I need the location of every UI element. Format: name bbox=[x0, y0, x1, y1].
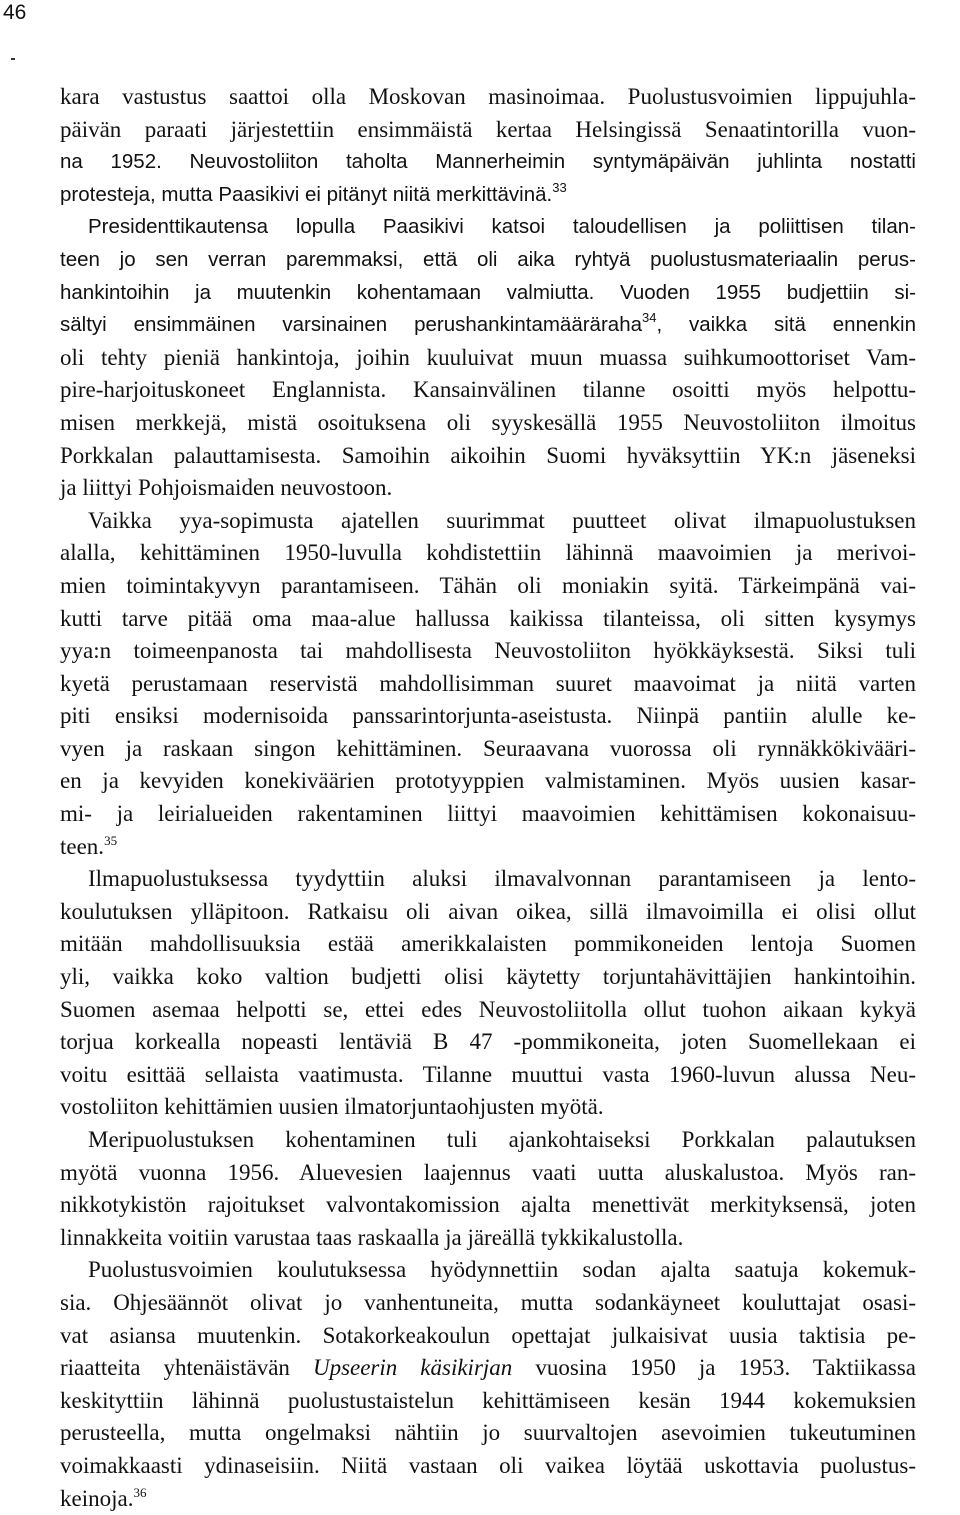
text-line bbox=[60, 1352, 916, 1385]
text-line: koulutuksen ylläpitoon. Ratkaisu oli aivan oikea, sillä ilmavoimilla ei olisi ollut bbox=[60, 898, 916, 924]
text-line: en ja kevyiden konekiväärien prototyyppien valmistaminen. Myös uusien kasar- bbox=[60, 768, 916, 794]
book-title: Upseerin käsikirjan bbox=[312, 1355, 513, 1381]
text-line: torjua korkealla nopeasti lentäviä B 47 -pommikoneita, joten Suomellekaan ei bbox=[60, 1029, 916, 1055]
body-text bbox=[60, 81, 916, 1515]
text-line: voitu esittää sellaista vaatimusta. Tilanne muuttui vasta 1960-luvun alussa Neu- bbox=[60, 1061, 916, 1087]
text-line: na 1952. Neuvostoliiton taholta Mannerheimin syntymäpäivän juhlinta nostatti bbox=[60, 150, 916, 174]
text-line bbox=[60, 179, 916, 212]
text-line: vat asiansa muutenkin. Sotakorkeakoulun opettajat julkaisivat uusia taktisia pe- bbox=[60, 1322, 916, 1348]
text-line: yya:n toimeenpanosta tai mahdollisesta Neuvostoliiton hyökkäyksestä. Siksi tuli bbox=[60, 638, 916, 664]
text-line: Vaikka yya-sopimusta ajatellen suurimmat puutteet olivat ilmapuolustuksen bbox=[88, 507, 916, 533]
footnote-ref-36: 36 bbox=[133, 1484, 147, 1500]
text-line: Presidenttikautensa lopulla Paasikivi katsoi taloudellisen ja poliittisen tilan- bbox=[88, 215, 916, 239]
text-line: alalla, kehittäminen 1950-luvulla kohdistettiin lähinnä maavoimien ja merivoi- bbox=[60, 540, 916, 566]
footnote-ref-34: 34 bbox=[642, 310, 657, 326]
text-line: Ilmapuolustuksessa tyydyttiin aluksi ilmavalvonnan parantamiseen ja lento- bbox=[88, 866, 916, 892]
text-line: teen jo sen verran paremmaksi, että oli aika ryhtyä puolustusmateriaalin perus- bbox=[60, 247, 916, 271]
text-line: myötä vuonna 1956. Aluevesien laajennus vaati uutta aluskalustoa. Myös ran- bbox=[60, 1159, 916, 1185]
text-line: Porkkalan palauttamisesta. Samoihin aikoihin Suomi hyväksyttiin YK:n jäseneksi bbox=[60, 442, 916, 468]
text-line: mien toimintakyvyn parantamiseen. Tähän oli moniakin syitä. Tärkeimpänä vai- bbox=[60, 572, 916, 598]
text-line: piti ensiksi modernisoida panssarintorjunta-aseistusta. Niinpä pantiin alulle ke- bbox=[60, 703, 916, 729]
text-line: kutti tarve pitää oma maa-alue hallussa kaikissa tilanteissa, oli sitten kysymys bbox=[60, 605, 916, 631]
text-line: ja liittyi Pohjoismaiden neuvostoon. bbox=[60, 475, 393, 501]
text-line: mi- ja leirialueiden rakentaminen liittyi maavoimien kehittämisen kokonaisuu- bbox=[60, 801, 916, 827]
text-line: misen merkkejä, mistä osoituksena oli syyskesällä 1955 Neuvostoliiton ilmoitus bbox=[60, 409, 916, 435]
line-text: vuosina 1950 ja 1953. Taktiikassa bbox=[535, 1355, 917, 1381]
text-line: voimakkaasti ydinaseisiin. Niitä vastaan oli vaikea löytää uskottavia puolustus- bbox=[60, 1452, 916, 1478]
text-line: vyen ja raskaan singon kehittäminen. Seuraavana vuorossa oli rynnäkkökivääri- bbox=[60, 735, 916, 761]
line-text: sältyi ensimmäinen varsinainen perushankintamääräraha bbox=[60, 313, 642, 337]
text-line bbox=[60, 1483, 916, 1515]
line-text: protesteja, mutta Paasikivi ei pitänyt niitä merkittävinä. bbox=[60, 182, 553, 206]
text-line: mitään mahdollisuuksia estää amerikkalaisten pommikoneiden lentoja Suomen bbox=[60, 931, 916, 957]
text-line: linnakkeita voitiin varustaa taas raskaalla ja järeällä tykkikalustolla. bbox=[60, 1224, 684, 1250]
footnote-ref-35: 35 bbox=[104, 832, 118, 848]
line-text: keinoja. bbox=[60, 1485, 134, 1511]
text-line: Suomen asemaa helpotti se, ettei edes Neuvostoliitolla ollut tuohon aikaan kykyä bbox=[60, 996, 916, 1022]
line-text: riaatteita yhtenäistävän bbox=[60, 1355, 290, 1381]
text-line: keskityttiin lähinnä puolustustaistelun kehittämiseen kesän 1944 kokemuksien bbox=[60, 1387, 916, 1413]
text-line bbox=[60, 831, 916, 864]
footnote-ref-33: 33 bbox=[552, 179, 567, 195]
text-line: sia. Ohjesäännöt olivat jo vanhentuneita, mutta sodankäyneet kouluttajat osasi- bbox=[60, 1289, 916, 1315]
text-line: oli tehty pieniä hankintoja, joihin kuuluivat muun muassa suihkumoottoriset Vam- bbox=[60, 344, 916, 370]
page-number: 46 bbox=[3, 1, 27, 24]
text-line: Meripuolustuksen kohentaminen tuli ajankohtaiseksi Porkkalan palautuksen bbox=[88, 1127, 916, 1152]
line-text: teen. bbox=[60, 833, 105, 859]
text-line: kyetä perustamaan reservistä mahdollisimman suuret maavoimat ja niitä varten bbox=[60, 670, 916, 696]
text-line: hankintoihin ja muutenkin kohentamaan valmiutta. Vuoden 1955 budjettiin si- bbox=[60, 280, 916, 304]
scan-mark bbox=[11, 58, 15, 60]
text-line bbox=[60, 309, 916, 342]
text-line: yli, vaikka koko valtion budjetti olisi käytetty torjuntahävittäjien hankintoihin. bbox=[60, 964, 916, 990]
line-text: , vaikka sitä ennenkin bbox=[656, 313, 916, 337]
text-line: vostoliiton kehittämien uusien ilmatorjuntaohjusten myötä. bbox=[60, 1094, 604, 1120]
text-line: perusteella, mutta ongelmaksi nähtiin jo suurvaltojen asevoimien tukeutuminen bbox=[60, 1420, 916, 1446]
text-line: pire-harjoituskoneet Englannista. Kansainvälinen tilanne osoitti myös helpottu- bbox=[60, 377, 916, 403]
text-line: nikkotykistön rajoitukset valvontakomission ajalta menettivät merkityksensä, joten bbox=[60, 1192, 916, 1218]
text-line: Puolustusvoimien koulutuksessa hyödynnettiin sodan ajalta saatuja kokemuk- bbox=[88, 1257, 916, 1283]
text-line: päivän paraati järjestettiin ensimmäistä kertaa Helsingissä Senaatintorilla vuon- bbox=[60, 116, 916, 142]
text-line: kara vastustus saattoi olla Moskovan masinoimaa. Puolustusvoimien lippujuhla- bbox=[60, 84, 916, 109]
